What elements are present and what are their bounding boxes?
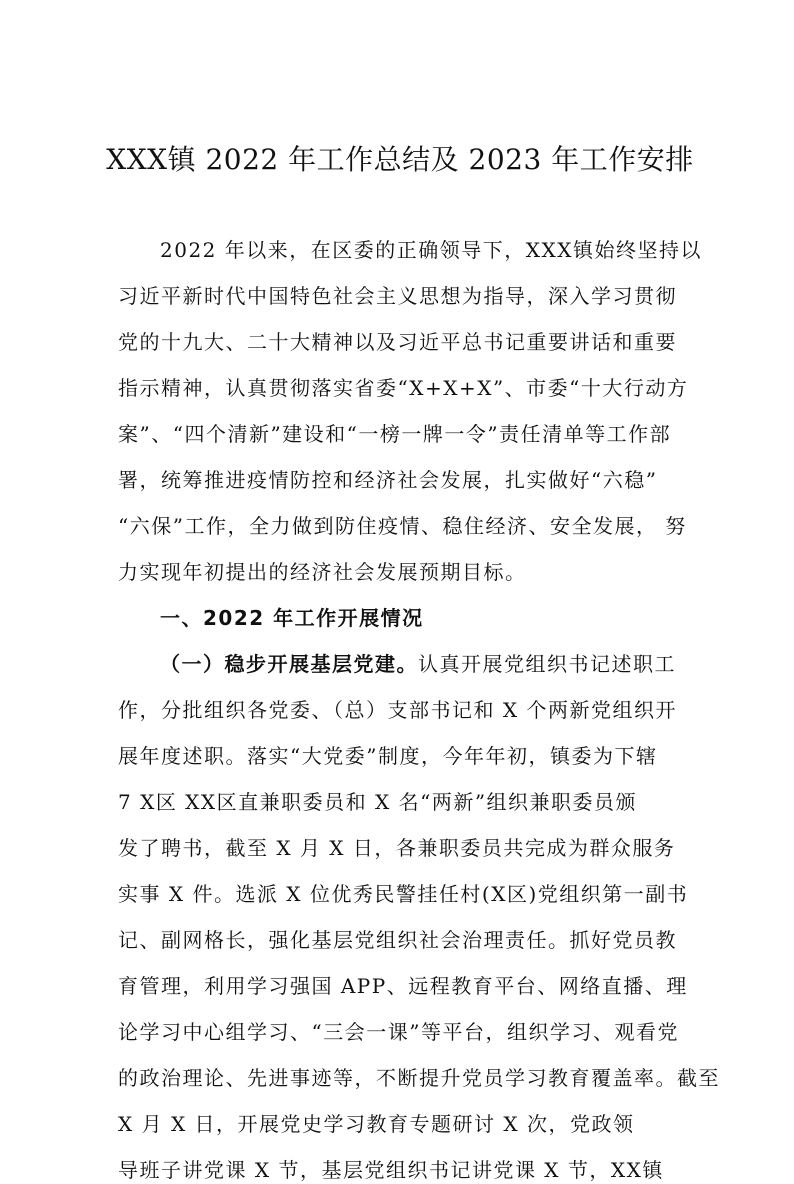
paragraph-line: 指示精神，认真贯彻落实省委“X+X+X”、市委“十大行动方: [118, 376, 689, 400]
paragraph-line: 论学习中心组学习、“三会一课”等平台，组织学习、观看党: [118, 1020, 679, 1044]
paragraph-line: 力实现年初提出的经济社会发展预期目标。: [118, 560, 527, 584]
subsection-text: 认真开展党组织书记述职工: [418, 652, 676, 676]
paragraph-line: 7 X区 XX区直兼职委员和 X 名“两新”组织兼职委员颁: [118, 790, 638, 814]
paragraph-line: 2022 年以来，在区委的正确领导下，XXX镇始终坚持以: [160, 238, 702, 262]
paragraph-line: 署，统筹推进疫情防控和经济社会发展，扎实做好“六稳”: [118, 468, 658, 492]
paragraph-line: 展年度述职。落实“大党委”制度，今年年初，镇委为下辖: [118, 744, 658, 768]
paragraph-line: 育管理，利用学习强国 APP、远程教育平台、网络直播、理: [118, 974, 688, 998]
paragraph-line: 记、副网格长，强化基层党组织社会治理责任。抓好党员教: [118, 928, 677, 952]
paragraph-line: 党的十九大、二十大精神以及习近平总书记重要讲话和重要: [118, 330, 677, 354]
paragraph-line: 发了聘书，截至 X 月 X 日，各兼职委员共完成为群众服务: [118, 836, 676, 860]
subsection-first-line: [160, 650, 688, 678]
paragraph-line: X 月 X 日，开展党史学习教育专题研讨 X 次，党政领: [118, 1112, 635, 1136]
paragraph-line: 实事 X 件。选派 X 位优秀民警挂任村(X区)党组织第一副书: [118, 882, 689, 906]
subsection-heading: （一）稳步开展基层党建。: [160, 652, 418, 676]
section-heading: 一、2022 年工作开展情况: [160, 606, 424, 630]
paragraph-line: “六保”工作，全力做到防住疫情、稳住经济、安全发展， 努: [118, 514, 687, 538]
paragraph-line: 作，分批组织各党委、（总）支部书记和 X 个两新党组织开: [118, 698, 677, 722]
paragraph-line: 的政治理论、先进事迹等，不断提升党员学习教育覆盖率。截至: [118, 1066, 720, 1090]
paragraph-line: 导班子讲党课 X 节，基层党组织书记讲党课 X 节，XX镇: [118, 1158, 664, 1182]
paragraph-line: 案”、“四个清新”建设和“一榜一牌一令”责任清单等工作部: [118, 422, 672, 446]
paragraph-line: 习近平新时代中国特色社会主义思想为指导，深入学习贯彻: [118, 284, 677, 308]
document-title: XXX镇 2022 年工作总结及 2023 年工作安排: [106, 143, 694, 176]
